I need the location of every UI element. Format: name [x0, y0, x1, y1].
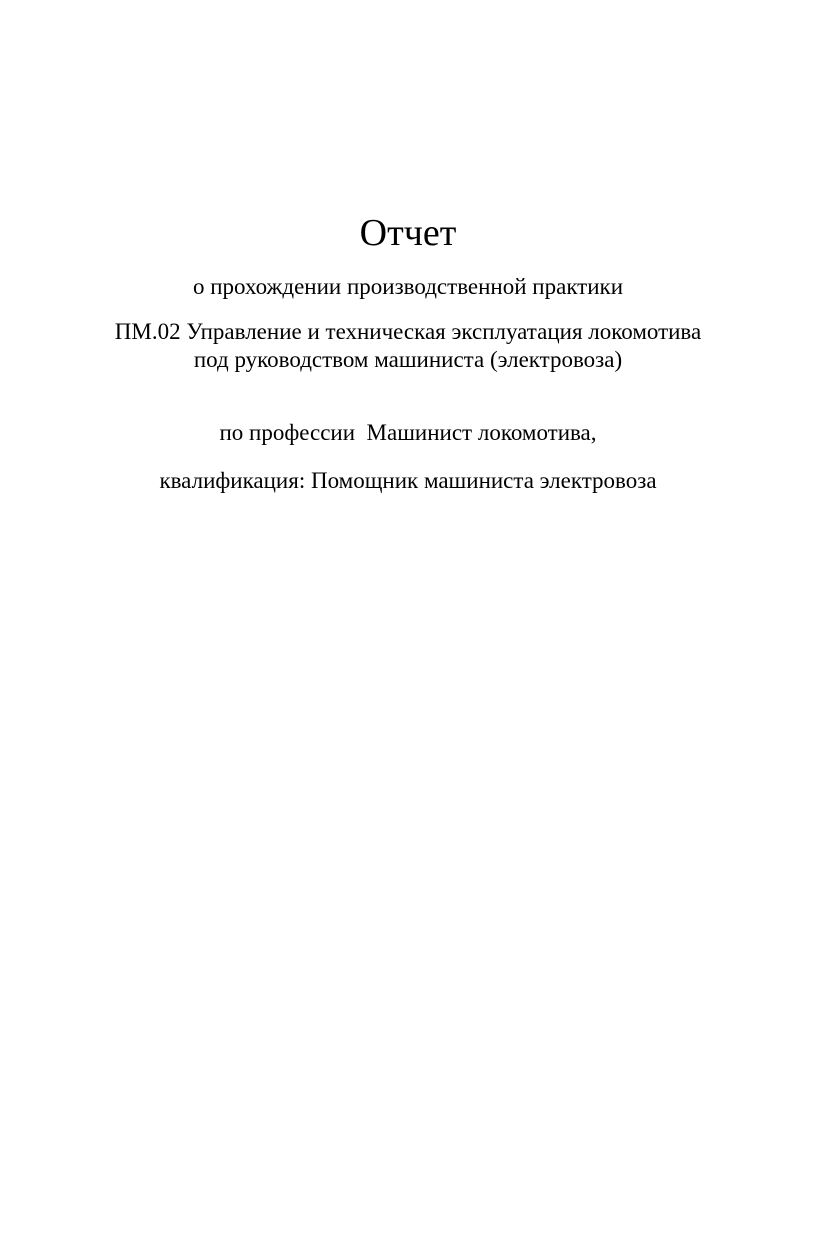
module-title-line-1: ПМ.02 Управление и техническая эксплуатация локомотива — [114, 319, 702, 344]
qualification-line: квалификация: Помощник машиниста электровоза — [159, 468, 657, 493]
module-title-line-2: под руководством машиниста (электровоза) — [193, 347, 623, 372]
report-title: Отчет — [359, 212, 457, 254]
report-subtitle: о прохождении производственной практики — [192, 274, 624, 299]
profession-line: по профессии Машинист локомотива, — [219, 420, 597, 445]
